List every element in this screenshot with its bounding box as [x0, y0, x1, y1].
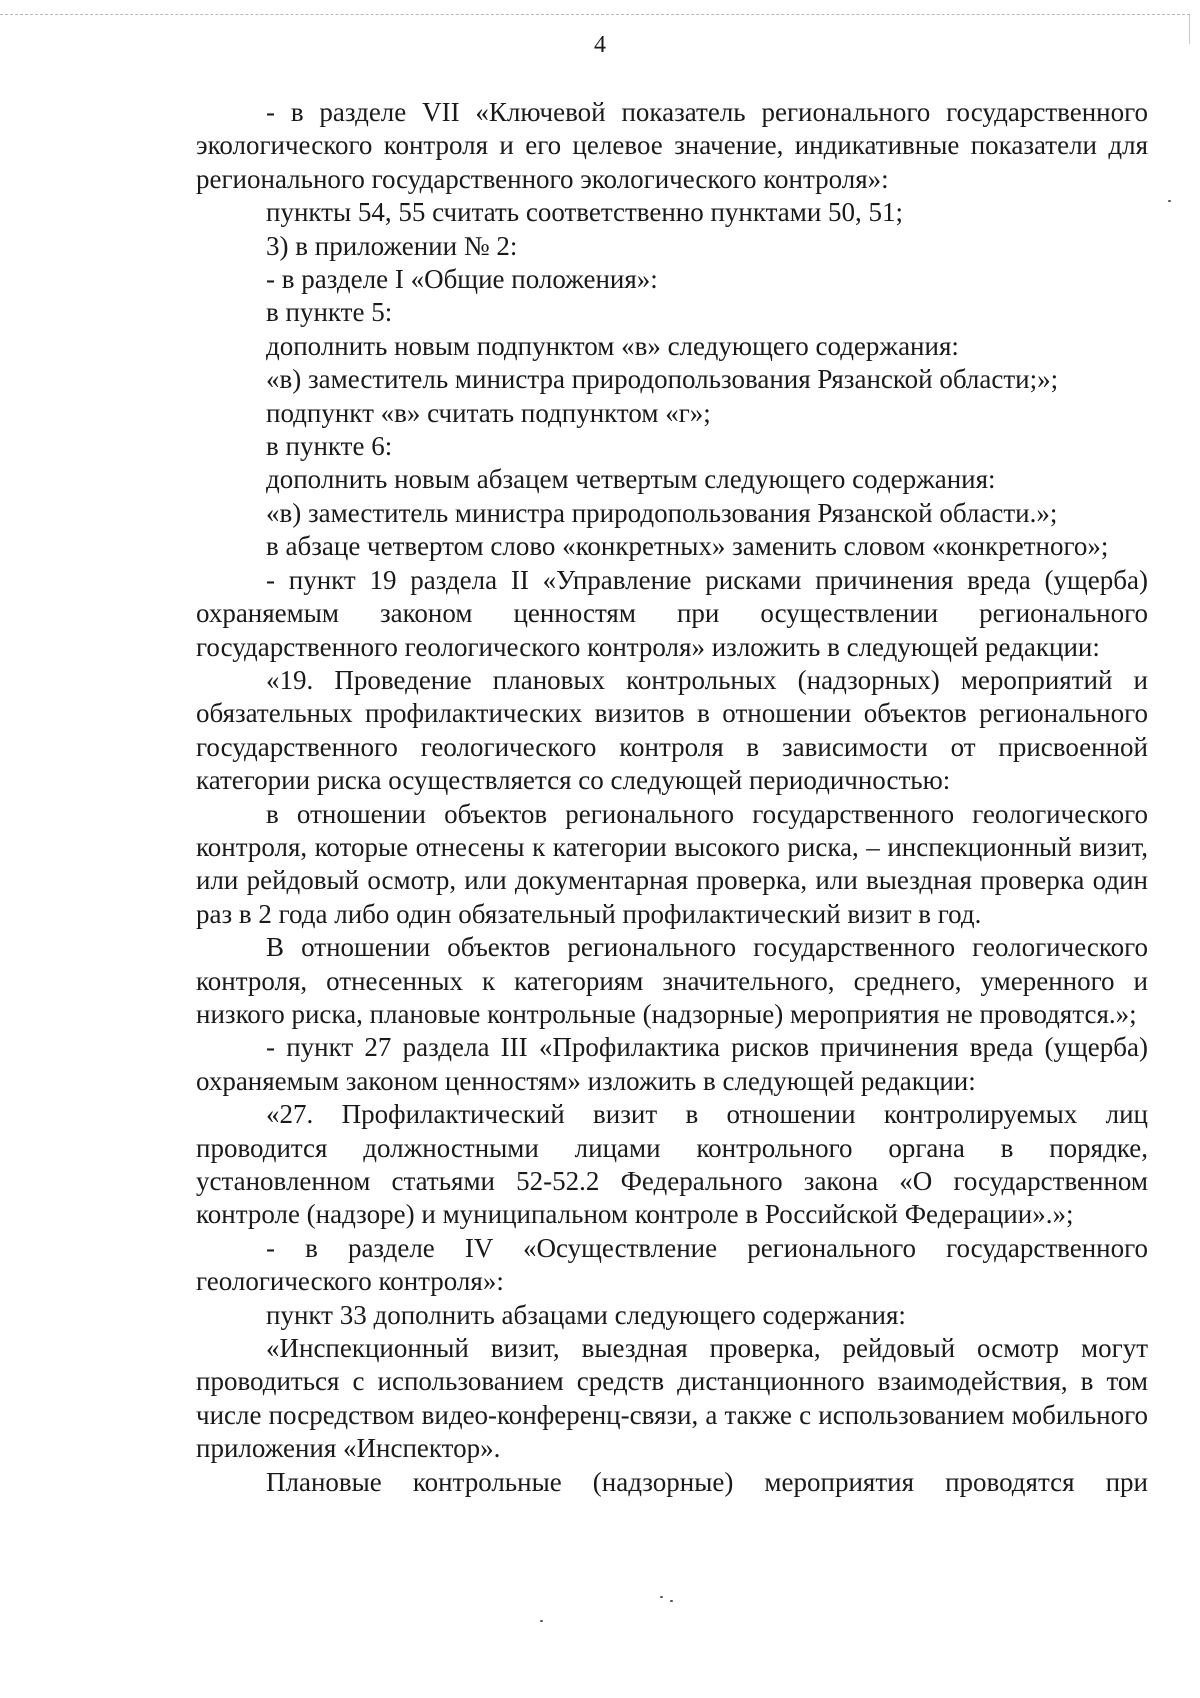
page-number: 4 — [594, 32, 606, 58]
paragraph-other-risk: В отношении объектов регионального государственного геологического контроля, отнесенных к категориям значительного, среднего, умеренного и низкого риска, плановые контрольные (надзорные) мероприятия не проводятся.»; — [196, 932, 1148, 1029]
paragraph-replace-word: в абзаце четвертом слово «конкретных» заменить словом «конкретного»; — [266, 531, 1109, 562]
paragraph-high-risk: в отношении объектов регионального государственного геологического контроля, которые отнесены к категории высокого риска, – инспекционный визит, или рейдовый осмотр, или документарная проверка, или выездная проверка один раз в 2 года либо один обязательный профилактический визит в год. — [196, 798, 1148, 929]
scan-speck — [670, 1600, 673, 1602]
paragraph-section-vii: - в разделе VII «Ключевой показатель регионального государственного экологического контроля и его целевое значение, индикативные показатели для регионального государственного экологического контроля»: — [196, 97, 1148, 194]
scan-edge-top — [0, 14, 1190, 15]
paragraph-planned-measures: Плановые контрольные (надзорные) мероприятия проводятся при — [266, 1466, 1148, 1497]
paragraph-section-iv: - в разделе IV «Осуществление регионального государственного геологического контроля»: — [196, 1232, 1148, 1297]
scan-speck — [660, 1596, 663, 1598]
paragraph-point-27-section-iii: - пункт 27 раздела III «Профилактика рисков причинения вреда (ущерба) охраняемым законом ценностям» изложить в следующей редакции: — [196, 1032, 1148, 1096]
paragraph-add-subpoint-v: дополнить новым подпунктом «в» следующего содержания: — [266, 330, 959, 361]
paragraph-point-19-section-ii: - пункт 19 раздела II «Управление рисками причинения вреда (ущерба) охраняемым законом ценностям при осуществлении регионального государственного геологического контроля» изложить в следующей редакции: — [196, 564, 1148, 662]
paragraph-point-27-text: «27. Профилактический визит в отношении контролируемых лиц проводится должностными лицами контрольного органа в порядке, установленном статьями 52-52.2 Федерального закона «О государственном контроле (надзоре) и муниципальном контроле в Российской Федерации».»; — [196, 1099, 1148, 1230]
paragraph-add-fourth-abzats: дополнить новым абзацем четвертым следующего содержания: — [266, 464, 996, 495]
paragraph-point-19-text: «19. Проведение плановых контрольных (надзорных) мероприятий и обязательных профилактических визитов в отношении объектов регионального государственного геологического контроля в зависимости от присвоенной категории риска осуществляется со следующей периодичностью: — [196, 664, 1148, 796]
paragraph-deputy-minister-1: «в) заместитель министра природопользования Рязанской области;»; — [266, 364, 1059, 395]
paragraph-subpoint-g: подпункт «в» считать подпунктом «г»; — [266, 397, 711, 428]
paragraph-inspection-visit: «Инспекционный визит, выездная проверка, рейдовый осмотр могут проводиться с использованием средств дистанционного взаимодействия, в том числе посредством видео-конференц-связи, а также с использованием мобильного приложения «Инспектор». — [196, 1333, 1148, 1464]
paragraph-point-5: в пункте 5: — [266, 297, 393, 328]
document-body — [196, 96, 1148, 1499]
paragraph-deputy-minister-2: «в) заместитель министра природопользования Рязанской области.»; — [266, 497, 1058, 528]
paragraph-point-33: пункт 33 дополнить абзацами следующего содержания: — [266, 1299, 906, 1330]
paragraph-section-i: - в разделе I «Общие положения»: — [266, 264, 658, 295]
paragraph-appendix-2: 3) в приложении № 2: — [266, 230, 518, 261]
paragraph-point-6: в пункте 6: — [266, 431, 393, 462]
scan-speck — [540, 1620, 543, 1622]
scan-speck — [1168, 200, 1171, 202]
paragraph-renumber-54-55: пункты 54, 55 считать соответственно пунктами 50, 51; — [266, 197, 904, 228]
